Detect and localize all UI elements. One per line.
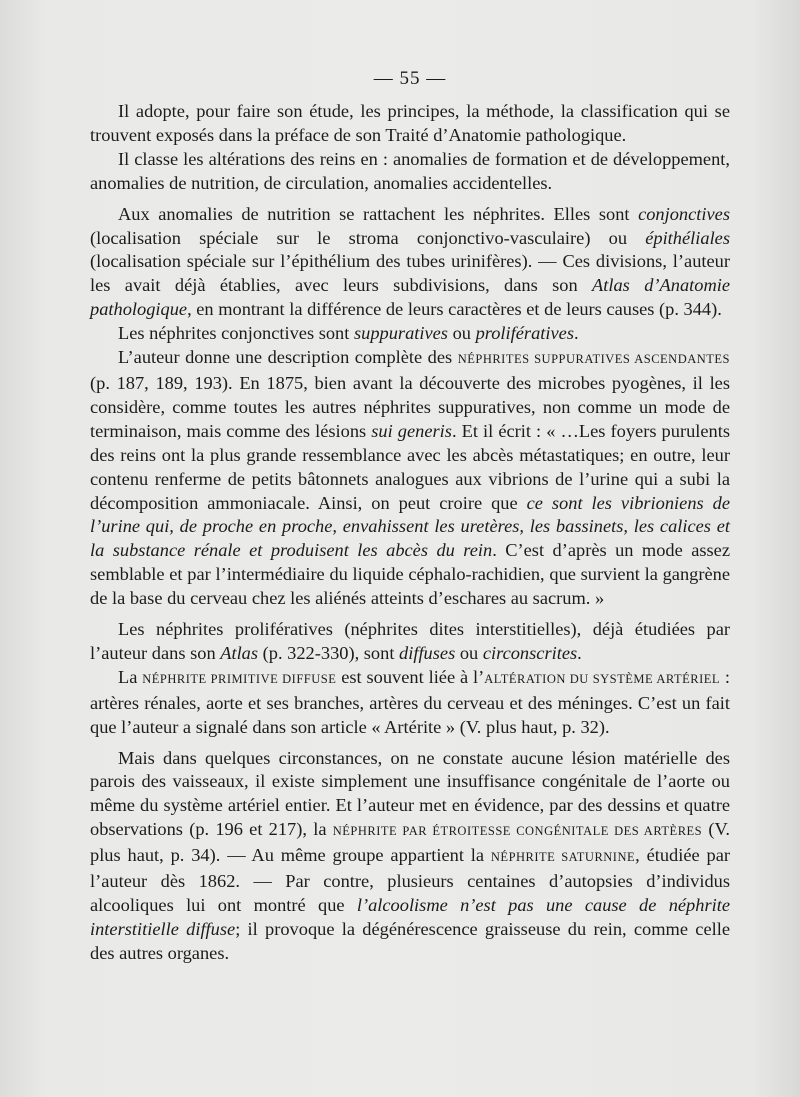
- paragraph: [90, 148, 730, 196]
- text-run: , en montrant la différence de leurs caractères et de leurs causes (p. 344).: [187, 299, 722, 320]
- paragraph: [90, 666, 730, 740]
- text-run: . Et il écrit : « …Les foyers purulents des reins ont la plus grande ressemblance avec les abcès métastatiques; en outre, leur contenu renferme de petits bâtonnets analogues aux vibrions de l’urine qui a subi la décomposition ammoniacale. Ainsi, on peut croire que: [90, 420, 730, 513]
- text-run: : artères rénales, aorte et ses branches, artères du cerveau et des méninges. C’est un fait que l’auteur a signalé dans son article « Artérite » (V. plus haut, p. 32).: [90, 666, 730, 737]
- italic-text: sui generis: [371, 420, 452, 441]
- text-run: ou: [447, 323, 476, 344]
- text-run: L’auteur donne une description complète des: [118, 347, 458, 368]
- small-caps-text: ALTÉRATION DU SYSTÈME ARTÉRIEL: [484, 671, 721, 686]
- text-run: .: [577, 642, 582, 663]
- italic-text: épithéliales: [645, 227, 730, 248]
- italic-text: l’alcoolisme n’est pas une cause de néphrite interstitielle diffuse: [90, 895, 730, 939]
- small-caps-text: NÉPHRITE PAR ÉTROITESSE CONGÉNITALE DES ARTÈRES: [332, 824, 703, 839]
- page-number: — 55 —: [373, 68, 447, 89]
- text-run: La: [118, 666, 143, 687]
- paragraph: [90, 346, 730, 611]
- italic-text: suppuratives: [353, 323, 448, 344]
- italic-text: ce sont les vibrioniens de l’urine qui, de proche en proche, envahissent les uretères, les bassinets, les calices et la substance rénale et produisent les abcès du rein: [90, 492, 730, 561]
- text-run: Il classe les altérations des reins en : anomalies de formation et de développement, anomalies de nutrition, de circulation, anomalies accidentelles.: [90, 148, 730, 193]
- text-run: .: [573, 323, 579, 344]
- text-run: (localisation spéciale sur le stroma conjonctivo-vasculaire) ou: [90, 227, 646, 248]
- text-run: Mais dans quelques circonstances, on ne constate aucune lésion matérielle des parois des vaisseaux, il existe simplement une insuffisance congénitale de l’aorte ou même du système artériel entier. Et l’auteur met en évidence, par des dessins et quatre observations (p. 196 et 217), la: [90, 747, 730, 840]
- small-caps-text: NÉPHRITES SUPPURATIVES ASCENDANTES: [457, 352, 730, 367]
- italic-text: diffuses: [399, 642, 456, 663]
- paragraph: [90, 100, 730, 148]
- paragraph: [90, 747, 730, 966]
- italic-text: prolifératives: [475, 323, 574, 344]
- text-run: (p. 187, 189, 193). En 1875, bien avant la découverte des microbes pyogènes, il les considère, comme toutes les autres néphrites suppuratives, non comme un mode de terminaison, mais comme des lésions: [90, 372, 730, 441]
- text-run: ; il provoque la dégénérescence graisseuse du rein, comme celle des autres organes.: [90, 918, 730, 963]
- text-run: , étudiée par l’auteur dès 1862. — Par contre, plusieurs centaines d’autopsies d’individus alcooliques lui ont montré que: [90, 845, 731, 915]
- text-run: (localisation spéciale sur l’épithélium des tubes urinifères). — Ces divisions, l’auteur les avait déjà établies, avec leurs subdivisions, dans son: [90, 251, 730, 296]
- italic-text: Atlas: [220, 642, 259, 663]
- text-run: ou: [455, 642, 483, 663]
- small-caps-text: NÉPHRITE PRIMITIVE DIFFUSE: [142, 671, 337, 686]
- paragraph: [90, 618, 730, 666]
- text-run: Les néphrites conjonctives sont: [118, 323, 354, 344]
- paragraph: [90, 203, 730, 323]
- text-run: (p. 322-330), sont: [258, 642, 400, 663]
- text-run: (V. plus haut, p. 34). — Au même groupe appartient la: [90, 819, 730, 866]
- text-run: Il adopte, pour faire son étude, les principes, la méthode, la classification qui se trouvent exposés dans la préface de son Traité d’Anatomie pathologique.: [90, 101, 730, 145]
- italic-text: Atlas d’Anatomie pathologique: [90, 275, 730, 320]
- small-caps-text: NÉPHRITE SATURNINE: [490, 850, 636, 865]
- italic-text: conjonctives: [638, 203, 730, 224]
- text-run: Les néphrites prolifératives (néphrites dites interstitielles), déjà étudiées par l’auteur dans son: [90, 619, 730, 663]
- text-run: . C’est d’après un mode assez semblable et par l’intermédiaire du liquide céphalo-rachidien, que survient la gangrène de la base du cerveau chez les aliénés atteints d’eschares au sacrum. »: [90, 540, 730, 609]
- text-run: Aux anomalies de nutrition se rattachent les néphrites. Elles sont: [118, 203, 639, 224]
- paragraph: [90, 322, 730, 346]
- text-body: [90, 100, 730, 966]
- italic-text: circonscrites: [482, 642, 578, 663]
- text-run: est souvent liée à l’: [336, 666, 485, 687]
